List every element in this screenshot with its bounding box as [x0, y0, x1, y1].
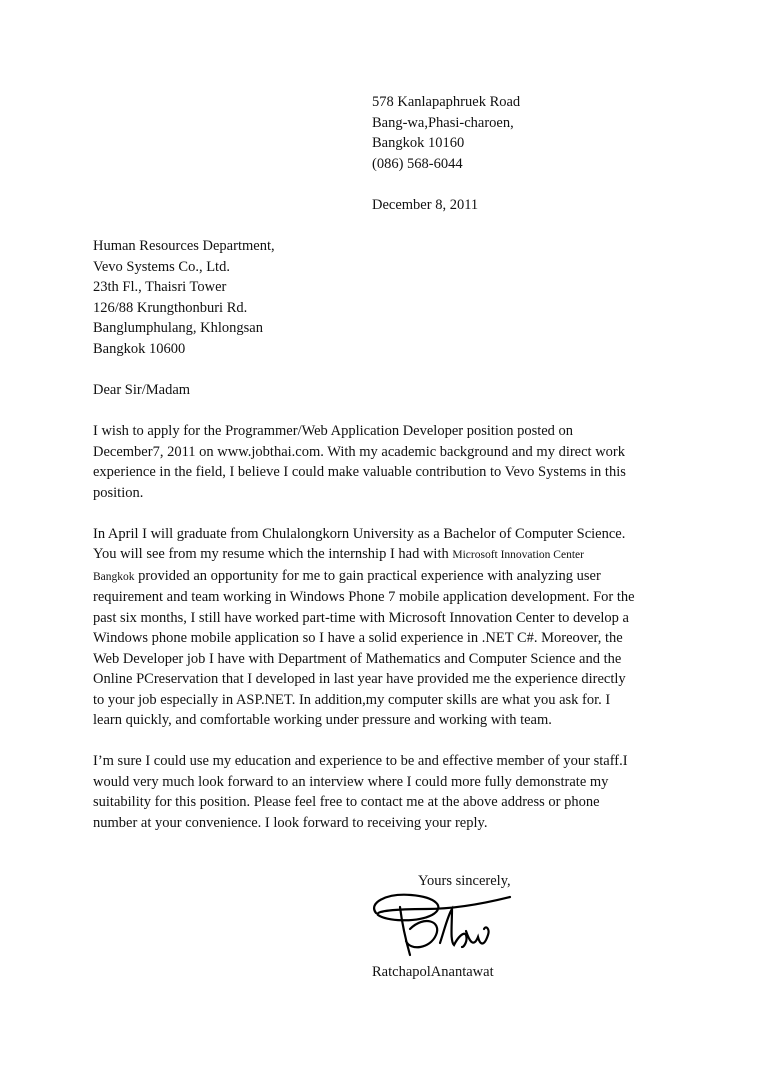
body-line: Windows phone mobile application so I have a solid experience in .NET C#. Moreover, the: [93, 630, 623, 646]
body-line: requirement and team working in Windows Phone 7 mobile application development. For the: [93, 589, 635, 605]
body-line: would very much look forward to an interview where I could more fully demonstrate my: [93, 773, 609, 790]
body-line: I wish to apply for the Programmer/Web Application Developer position posted on: [93, 423, 574, 439]
body-text: You will see from my resume which the internship I had with: [93, 546, 453, 562]
body-line: [93, 544, 678, 566]
paragraph-closing: [93, 751, 678, 833]
recipient-address: [93, 236, 275, 359]
body-line: Web Developer job I have with Department of Mathematics and Computer Science and the: [93, 650, 622, 667]
body-line: past six months, I still have worked part-time with Microsoft Innovation Center to develop a: [93, 609, 629, 626]
company-name-small: Microsoft Innovation Center: [452, 549, 584, 561]
body-line: number at your convenience. I look forward to receiving your reply.: [93, 814, 488, 831]
recipient-line: 23th Fl., Thaisri Tower: [93, 279, 227, 295]
body-line: In April I will graduate from Chulalongkorn University as a Bachelor of Computer Science.: [93, 525, 626, 542]
recipient-line: Bangkok 10600: [93, 340, 186, 357]
recipient-line: Human Resources Department,: [93, 238, 275, 254]
paragraph-intro: [93, 421, 678, 503]
sender-phone: (086) 568-6044: [372, 155, 463, 172]
body-line: suitability for this position. Please feel free to contact me at the above address or phone: [93, 794, 600, 810]
recipient-line: 126/88 Krungthonburi Rd.: [93, 299, 248, 316]
body-line: Online PCreservation that I developed in last year have provided me the experience directly: [93, 671, 626, 687]
body-line: experience in the field, I believe I could make valuable contribution to Vevo Systems in this: [93, 464, 626, 480]
recipient-line: Banglumphulang, Khlongsan: [93, 320, 263, 336]
sender-address: [372, 92, 520, 174]
handwritten-signature: [366, 885, 516, 960]
body-line: to your job especially in ASP.NET. In addition,my computer skills are what you ask for. I: [93, 691, 611, 708]
body-text: provided an opportunity for me to gain practical experience with analyzing user: [134, 567, 601, 584]
paragraph-experience: [93, 524, 678, 731]
complimentary-close: Yours sincerely,: [418, 873, 511, 889]
sender-address-line: 578 Kanlapaphruek Road: [372, 94, 521, 110]
body-line: learn quickly, and comfortable working under pressure and working with team.: [93, 712, 552, 728]
recipient-line: Vevo Systems Co., Ltd.: [93, 258, 230, 275]
company-name-small: Bangkok: [93, 570, 135, 583]
body-line: December7, 2011 on www.jobthai.com. With my academic background and my direct work: [93, 443, 626, 460]
salutation: Dear Sir/Madam: [93, 382, 191, 398]
signer-name: RatchapolAnantawat: [372, 964, 494, 980]
sender-address-line: Bang-wa,Phasi-charoen,: [372, 114, 514, 131]
body-line: position.: [93, 484, 144, 501]
letter-body: [93, 421, 678, 854]
sender-address-line: Bangkok 10160: [372, 135, 465, 151]
letter-date: December 8, 2011: [372, 197, 479, 213]
body-line: I’m sure I could use my education and experience to be and effective member of your staff.I: [93, 753, 628, 769]
body-line: [93, 566, 678, 588]
